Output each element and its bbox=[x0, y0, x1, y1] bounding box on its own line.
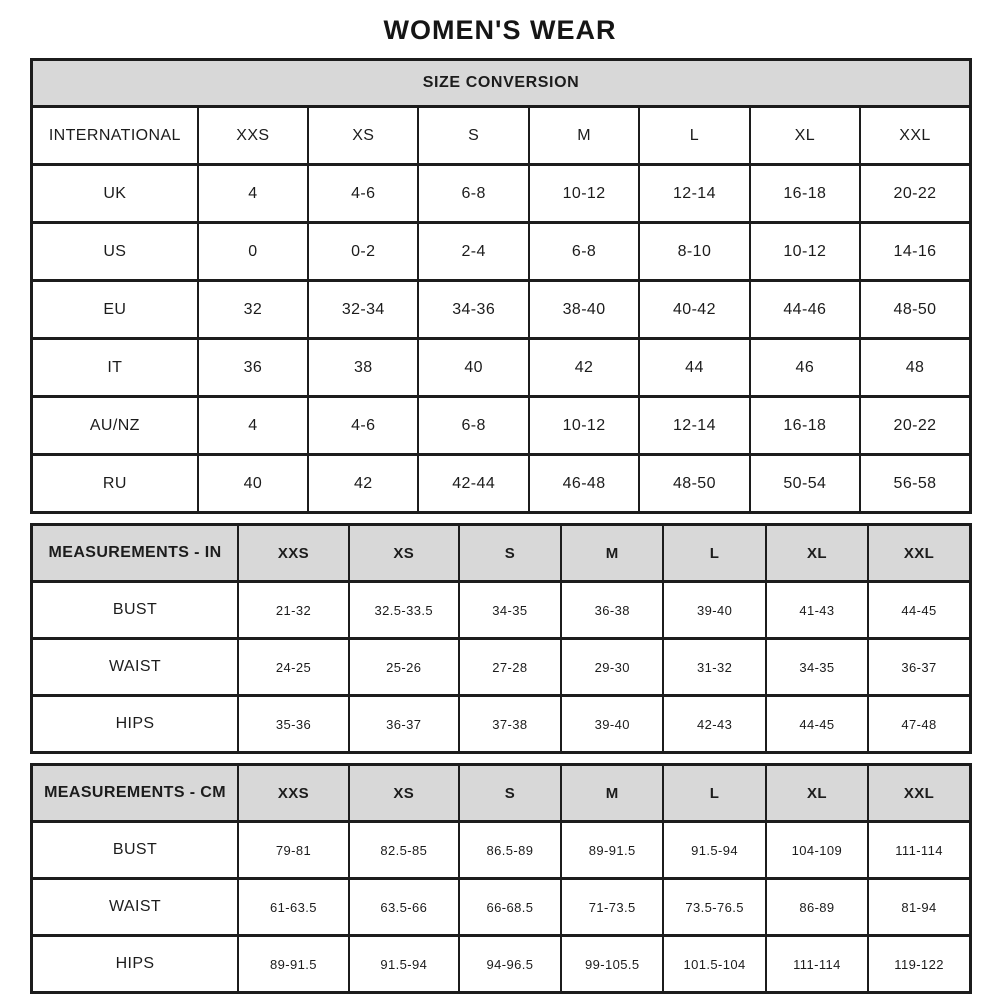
table-row bbox=[32, 822, 971, 879]
value-cell: 6-8 bbox=[418, 397, 528, 455]
value-cell: 91.5-94 bbox=[663, 822, 765, 879]
table-row bbox=[32, 339, 971, 397]
value-cell: 89-91.5 bbox=[561, 822, 663, 879]
value-cell: 36 bbox=[198, 339, 308, 397]
value-cell: 6-8 bbox=[529, 223, 639, 281]
size-conversion-body bbox=[32, 60, 971, 513]
table-row bbox=[32, 879, 971, 936]
table-header-row bbox=[32, 525, 971, 582]
row-label: RU bbox=[32, 455, 198, 513]
value-cell: XXL bbox=[860, 107, 970, 165]
value-cell: 4 bbox=[198, 397, 308, 455]
value-cell: 0-2 bbox=[308, 223, 418, 281]
value-cell: 34-35 bbox=[766, 639, 868, 696]
value-cell: 16-18 bbox=[750, 397, 860, 455]
row-label: UK bbox=[32, 165, 198, 223]
value-cell: 20-22 bbox=[860, 165, 970, 223]
value-cell: 63.5-66 bbox=[349, 879, 459, 936]
value-cell: 50-54 bbox=[750, 455, 860, 513]
table-row bbox=[32, 582, 971, 639]
value-cell: 10-12 bbox=[529, 165, 639, 223]
value-cell: 27-28 bbox=[459, 639, 561, 696]
size-header-cell: XXL bbox=[868, 765, 970, 822]
value-cell: 36-37 bbox=[349, 696, 459, 753]
value-cell: 44-46 bbox=[750, 281, 860, 339]
size-conversion-table bbox=[30, 58, 972, 514]
value-cell: 48-50 bbox=[860, 281, 970, 339]
row-label: HIPS bbox=[32, 936, 239, 993]
value-cell: 99-105.5 bbox=[561, 936, 663, 993]
value-cell: 104-109 bbox=[766, 822, 868, 879]
value-cell: 46-48 bbox=[529, 455, 639, 513]
value-cell: S bbox=[418, 107, 528, 165]
value-cell: 86-89 bbox=[766, 879, 868, 936]
value-cell: 42 bbox=[529, 339, 639, 397]
row-label: IT bbox=[32, 339, 198, 397]
value-cell: 24-25 bbox=[238, 639, 349, 696]
size-header-cell: XS bbox=[349, 765, 459, 822]
size-header-cell: XXL bbox=[868, 525, 970, 582]
table-row bbox=[32, 639, 971, 696]
value-cell: 34-36 bbox=[418, 281, 528, 339]
value-cell: 48 bbox=[860, 339, 970, 397]
table-row bbox=[32, 281, 971, 339]
value-cell: 14-16 bbox=[860, 223, 970, 281]
value-cell: L bbox=[639, 107, 749, 165]
value-cell: 25-26 bbox=[349, 639, 459, 696]
value-cell: 111-114 bbox=[868, 822, 970, 879]
value-cell: 8-10 bbox=[639, 223, 749, 281]
value-cell: 10-12 bbox=[750, 223, 860, 281]
value-cell: 79-81 bbox=[238, 822, 349, 879]
page-title: WOMEN'S WEAR bbox=[383, 15, 617, 45]
value-cell: 111-114 bbox=[766, 936, 868, 993]
row-label: WAIST bbox=[32, 639, 239, 696]
value-cell: 6-8 bbox=[418, 165, 528, 223]
value-cell: 89-91.5 bbox=[238, 936, 349, 993]
size-header-cell: XXS bbox=[238, 765, 349, 822]
value-cell: XXS bbox=[198, 107, 308, 165]
measurements-cm-header: MEASUREMENTS - CM bbox=[32, 765, 239, 822]
value-cell: XL bbox=[750, 107, 860, 165]
measurements-cm-body bbox=[32, 765, 971, 993]
measurements-cm-table bbox=[30, 763, 972, 994]
table-row bbox=[32, 696, 971, 753]
table-row bbox=[32, 165, 971, 223]
value-cell: 119-122 bbox=[868, 936, 970, 993]
table-row bbox=[32, 936, 971, 993]
value-cell: 32-34 bbox=[308, 281, 418, 339]
value-cell: 20-22 bbox=[860, 397, 970, 455]
table-header-row bbox=[32, 60, 971, 107]
measurements-in-body bbox=[32, 525, 971, 753]
value-cell: 36-37 bbox=[868, 639, 970, 696]
value-cell: 2-4 bbox=[418, 223, 528, 281]
value-cell: M bbox=[529, 107, 639, 165]
value-cell: 44 bbox=[639, 339, 749, 397]
value-cell: 4-6 bbox=[308, 165, 418, 223]
value-cell: 40-42 bbox=[639, 281, 749, 339]
value-cell: 41-43 bbox=[766, 582, 868, 639]
value-cell: 34-35 bbox=[459, 582, 561, 639]
value-cell: 44-45 bbox=[868, 582, 970, 639]
value-cell: 86.5-89 bbox=[459, 822, 561, 879]
value-cell: 42-44 bbox=[418, 455, 528, 513]
value-cell: 10-12 bbox=[529, 397, 639, 455]
table-row bbox=[32, 397, 971, 455]
size-header-cell: M bbox=[561, 765, 663, 822]
value-cell: 29-30 bbox=[561, 639, 663, 696]
value-cell: 42 bbox=[308, 455, 418, 513]
row-label: EU bbox=[32, 281, 198, 339]
value-cell: 42-43 bbox=[663, 696, 765, 753]
table-header-row bbox=[32, 765, 971, 822]
row-label: BUST bbox=[32, 822, 239, 879]
value-cell: 81-94 bbox=[868, 879, 970, 936]
size-header-cell: M bbox=[561, 525, 663, 582]
size-header-cell: XXS bbox=[238, 525, 349, 582]
size-header-cell: S bbox=[459, 765, 561, 822]
row-label: BUST bbox=[32, 582, 239, 639]
value-cell: 44-45 bbox=[766, 696, 868, 753]
value-cell: 12-14 bbox=[639, 397, 749, 455]
value-cell: XS bbox=[308, 107, 418, 165]
value-cell: 36-38 bbox=[561, 582, 663, 639]
value-cell: 47-48 bbox=[868, 696, 970, 753]
row-label: WAIST bbox=[32, 879, 239, 936]
row-label: AU/NZ bbox=[32, 397, 198, 455]
size-conversion-header: SIZE CONVERSION bbox=[32, 60, 971, 107]
size-header-cell: L bbox=[663, 765, 765, 822]
size-header-cell: XL bbox=[766, 765, 868, 822]
value-cell: 56-58 bbox=[860, 455, 970, 513]
value-cell: 32 bbox=[198, 281, 308, 339]
value-cell: 40 bbox=[198, 455, 308, 513]
measurements-in-table bbox=[30, 523, 972, 754]
row-label: HIPS bbox=[32, 696, 239, 753]
size-header-cell: L bbox=[663, 525, 765, 582]
row-label: US bbox=[32, 223, 198, 281]
row-label: INTERNATIONAL bbox=[32, 107, 198, 165]
value-cell: 38 bbox=[308, 339, 418, 397]
size-header-cell: S bbox=[459, 525, 561, 582]
value-cell: 21-32 bbox=[238, 582, 349, 639]
measurements-in-header: MEASUREMENTS - IN bbox=[32, 525, 239, 582]
value-cell: 31-32 bbox=[663, 639, 765, 696]
table-row bbox=[32, 107, 971, 165]
value-cell: 4 bbox=[198, 165, 308, 223]
value-cell: 32.5-33.5 bbox=[349, 582, 459, 639]
value-cell: 38-40 bbox=[529, 281, 639, 339]
value-cell: 40 bbox=[418, 339, 528, 397]
value-cell: 61-63.5 bbox=[238, 879, 349, 936]
value-cell: 35-36 bbox=[238, 696, 349, 753]
size-header-cell: XS bbox=[349, 525, 459, 582]
table-row bbox=[32, 455, 971, 513]
value-cell: 4-6 bbox=[308, 397, 418, 455]
table-row bbox=[32, 223, 971, 281]
value-cell: 94-96.5 bbox=[459, 936, 561, 993]
value-cell: 91.5-94 bbox=[349, 936, 459, 993]
value-cell: 48-50 bbox=[639, 455, 749, 513]
value-cell: 46 bbox=[750, 339, 860, 397]
size-chart-sheet bbox=[30, 58, 972, 994]
size-header-cell: XL bbox=[766, 525, 868, 582]
value-cell: 71-73.5 bbox=[561, 879, 663, 936]
value-cell: 66-68.5 bbox=[459, 879, 561, 936]
value-cell: 39-40 bbox=[663, 582, 765, 639]
value-cell: 73.5-76.5 bbox=[663, 879, 765, 936]
value-cell: 37-38 bbox=[459, 696, 561, 753]
value-cell: 16-18 bbox=[750, 165, 860, 223]
value-cell: 101.5-104 bbox=[663, 936, 765, 993]
value-cell: 82.5-85 bbox=[349, 822, 459, 879]
value-cell: 39-40 bbox=[561, 696, 663, 753]
value-cell: 0 bbox=[198, 223, 308, 281]
value-cell: 12-14 bbox=[639, 165, 749, 223]
